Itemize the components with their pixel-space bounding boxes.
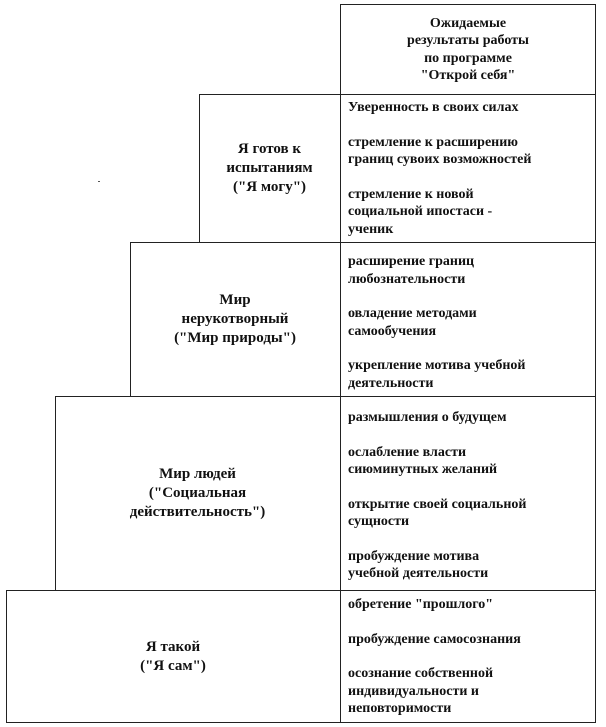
stage-2-label: Мир нерукотворный ("Мир природы") (174, 292, 296, 346)
stage-4-results (340, 596, 596, 718)
result-item: обретение "прошлого" (348, 597, 494, 612)
stage-4-label: Я такой ("Я сам") (140, 638, 206, 674)
result-item: расширение границ любознательности (348, 254, 475, 287)
stage-2-results (340, 253, 596, 392)
result-item: пробуждение самосознания (348, 631, 521, 647)
result-item: размышления о будущем (348, 410, 507, 425)
result-item: стремление к расширению границ сувоих возможностей (348, 134, 532, 167)
stage-3-results (340, 409, 596, 583)
result-item: укрепление мотива учебной деятельности (348, 358, 526, 391)
result-item: овладение методами самообучения (348, 306, 477, 339)
result-item: пробуждение мотива учебной деятельности (348, 548, 489, 581)
stage-3-label: Мир людей ("Социальная действительность") (129, 466, 266, 520)
result-item: ослабление власти сиюминутных желаний (348, 444, 498, 477)
header-title: Ожидаемые результаты работы по программе "Открой себя" (407, 15, 529, 83)
stray-dot (98, 181, 100, 182)
result-item: стремление к новой социальной ипостаси - ученик (348, 186, 493, 237)
stage-1-label: Я готов к испытаниям ("Я могу") (226, 141, 313, 195)
stage-1-results (340, 99, 596, 238)
result-item: Уверенность в своих силах (348, 100, 519, 115)
result-item: открытие своей социальной сущности (348, 496, 527, 529)
result-item: осознание собственной индивидуальности и неповторимости (348, 666, 494, 716)
